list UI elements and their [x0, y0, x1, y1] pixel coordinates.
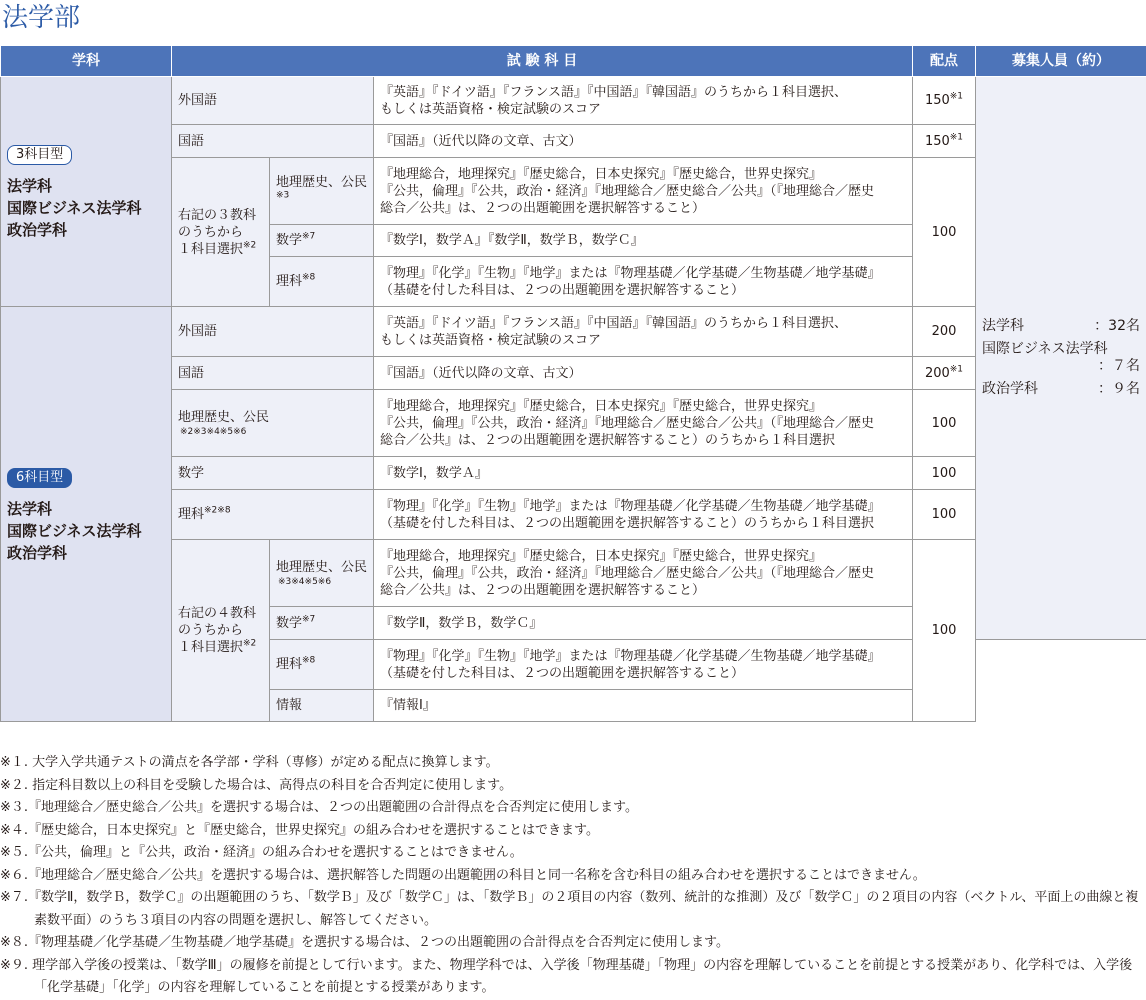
group-6-subject [1, 307, 172, 722]
badge-6-subject: 6科目型 [7, 468, 72, 488]
footnote: ※２. 指定科目数以上の科目を受験した場合は、高得点の科目を合否判定に使用します。 [0, 775, 1146, 798]
footnote: ※５.『公共，倫理』と『公共，政治・経済』の組み合わせを選択することはできません。 [0, 842, 1146, 865]
table-row [1, 390, 1146, 457]
subject-content: 『数学Ⅰ，数学Ａ』 [374, 457, 913, 490]
footnote: ※６.『地理総合／歴史総合／公共』を選択する場合は、選択解答した問題の出題範囲の科目と同一名称を含む科目の組み合わせを選択することはできません。 [0, 865, 1146, 888]
table-row [1, 307, 1146, 357]
footnotes [0, 752, 1146, 1000]
subject-label: 国語 [172, 125, 374, 158]
subject-label: 外国語 [172, 77, 374, 125]
sub-subject-label: 数学$^{※7}$ [270, 225, 374, 257]
header-subjects: 試 験 科 目 [172, 46, 913, 77]
subject-content: 『英語』『ドイツ語』『フランス語』『中国語』『韓国語』のうちから１科目選択、 もしくは英語資格・検定試験のスコア [374, 307, 913, 357]
subject-label: 外国語 [172, 307, 374, 357]
subject-content: 『国語』（近代以降の文章、古文） [374, 125, 913, 158]
header-recruit: 募集人員（約） [976, 46, 1146, 77]
table-row [1, 457, 1146, 490]
department-name: 法学科 [7, 175, 165, 197]
table-header-row [1, 46, 1146, 77]
department-name: 法学科 [7, 498, 165, 520]
table-row [1, 540, 1146, 607]
score: 150$^{※1}$ [913, 77, 976, 125]
recruit-item: 政治学科 ：９名 [982, 381, 1140, 398]
score: 100 [913, 158, 976, 307]
sub-subject-label: 理科$^{※8}$ [270, 640, 374, 690]
group-3-subject [1, 77, 172, 307]
footnote: ※４.『歴史総合，日本史探究』と『歴史総合，世界史探究』の組み合わせを選択することはできます。 [0, 820, 1146, 843]
choice-label: 右記の４教科 のうちから １科目選択$^{※2}$ [172, 540, 270, 722]
department-name: 国際ビジネス法学科 [7, 197, 165, 219]
footnote: ※１. 大学入学共通テストの満点を各学部・学科（専修）が定める配点に換算します。 [0, 752, 1146, 775]
subject-content: 『物理』『化学』『生物』『地学』または『物理基礎／化学基礎／生物基礎／地学基礎』 （基礎を付した科目は、２つの出題範囲を選択解答すること） [374, 640, 913, 690]
subject-content: 『国語』（近代以降の文章、古文） [374, 357, 913, 390]
exam-table [0, 45, 1146, 722]
page-title: 法学部 [2, 0, 80, 36]
subject-content: 『地理総合，地理探究』『歴史総合，日本史探究』『歴史総合，世界史探究』 『公共，倫理』『公共，政治・経済』『地理総合／歴史総合／公共』（『地理総合／歴史 総合／公共』は、２つの出題範囲を選択解答すること） [374, 158, 913, 225]
sub-subject-label: 数学$^{※7}$ [270, 607, 374, 640]
footnote: ※７.『数学Ⅱ，数学Ｂ，数学Ｃ』の出題範囲のうち、「数学Ｂ」及び「数学Ｃ」は、「数学Ｂ」の２項目の内容（数列、統計的な推測）及び「数学Ｃ」の２項目の内容（ベクトル、平面上の曲線と複素数平面）のうち３項目の内容の問題を選択し、解答してください。 [0, 887, 1146, 932]
subject-label: 理科$^{※2※8}$ [172, 490, 374, 540]
score: 100 [913, 457, 976, 490]
footnote: ※３.『地理総合／歴史総合／公共』を選択する場合は、２つの出題範囲の合計得点を合否判定に使用します。 [0, 797, 1146, 820]
subject-label: 国語 [172, 357, 374, 390]
department-name: 政治学科 [7, 219, 165, 241]
header-gakka: 学科 [1, 46, 172, 77]
table-row [1, 357, 1146, 390]
sub-subject-label: 地理歴史、公民 ※3※4※5※6 [270, 540, 374, 607]
subject-content: 『地理総合，地理探究』『歴史総合，日本史探究』『歴史総合，世界史探究』 『公共，倫理』『公共，政治・経済』『地理総合／歴史総合／公共』（『地理総合／歴史 総合／公共』は、２つの出題範囲を選択解答すること）のうちから１科目選択 [374, 390, 913, 457]
subject-content: 『物理』『化学』『生物』『地学』または『物理基礎／化学基礎／生物基礎／地学基礎』 （基礎を付した科目は、２つの出題範囲を選択解答すること）のうちから１科目選択 [374, 490, 913, 540]
sub-subject-label: 情報 [270, 690, 374, 722]
subject-content: 『物理』『化学』『生物』『地学』または『物理基礎／化学基礎／生物基礎／地学基礎』 （基礎を付した科目は、２つの出題範囲を選択解答すること） [374, 257, 913, 307]
score: 100 [913, 540, 976, 722]
table-row [1, 158, 1146, 225]
sub-subject-label: 理科$^{※8}$ [270, 257, 374, 307]
department-name: 政治学科 [7, 542, 165, 564]
subject-content: 『情報Ⅰ』 [374, 690, 913, 722]
badge-3-subject: 3科目型 [7, 145, 72, 165]
table-row [1, 490, 1146, 540]
subject-content: 『数学Ⅰ，数学Ａ』『数学Ⅱ，数学Ｂ，数学Ｃ』 [374, 225, 913, 257]
recruit-item: 法学科 ：32名 [982, 318, 1140, 335]
recruit-item: 国際ビジネス法学科 ：７名 [982, 341, 1140, 375]
subject-label: 地理歴史、公民 ※2※3※4※5※6 [172, 390, 374, 457]
subject-content: 『英語』『ドイツ語』『フランス語』『中国語』『韓国語』のうちから１科目選択、 もしくは英語資格・検定試験のスコア [374, 77, 913, 125]
score: 200$^{※1}$ [913, 357, 976, 390]
score: 200 [913, 307, 976, 357]
subject-label: 数学 [172, 457, 374, 490]
score: 100 [913, 490, 976, 540]
table-row [1, 125, 1146, 158]
score: 150$^{※1}$ [913, 125, 976, 158]
header-points: 配点 [913, 46, 976, 77]
choice-label: 右記の３教科 のうちから １科目選択$^{※2}$ [172, 158, 270, 307]
recruitment [976, 77, 1146, 640]
footnote: ※８.『物理基礎／化学基礎／生物基礎／地学基礎』を選択する場合は、２つの出題範囲の合計得点を合否判定に使用します。 [0, 932, 1146, 955]
footnote: ※９. 理学部入学後の授業は、「数学Ⅲ」の履修を前提として行います。また、物理学科では、入学後「物理基礎」「物理」の内容を理解していることを前提とする授業があり、化学科では、入学後「化学基礎」「化学」の内容を理解していることを前提とする授業があります。 [0, 955, 1146, 1000]
sub-subject-label: 地理歴史、公民$^{※3}$ [270, 158, 374, 225]
subject-content: 『地理総合，地理探究』『歴史総合，日本史探究』『歴史総合，世界史探究』 『公共，倫理』『公共，政治・経済』『地理総合／歴史総合／公共』（『地理総合／歴史 総合／公共』は、２つの出題範囲を選択解答すること） [374, 540, 913, 607]
score: 100 [913, 390, 976, 457]
table-row [1, 77, 1146, 125]
subject-content: 『数学Ⅱ，数学Ｂ，数学Ｃ』 [374, 607, 913, 640]
department-name: 国際ビジネス法学科 [7, 520, 165, 542]
